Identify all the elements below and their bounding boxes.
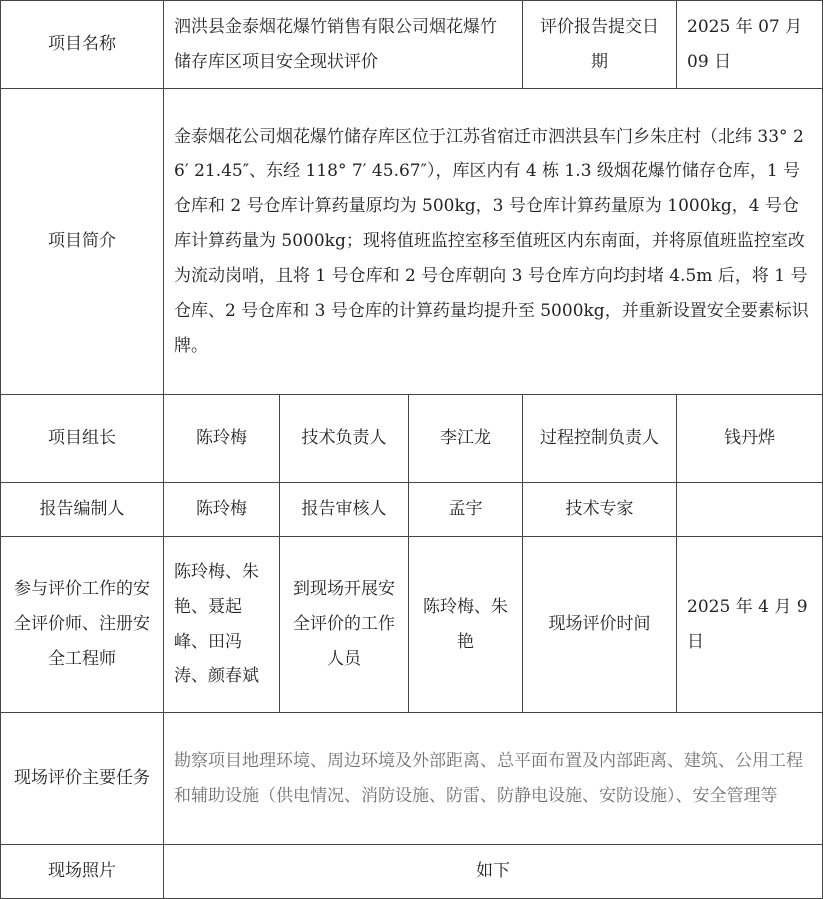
project-name-value: 泗洪县金泰烟花爆竹销售有限公司烟花爆竹储存库区项目安全现状评价 (164, 1, 523, 89)
onsite-photos-label: 现场照片 (1, 845, 164, 899)
report-date-label: 评价报告提交日期 (523, 1, 677, 89)
project-intro-label: 项目简介 (1, 89, 164, 395)
tech-expert-value (677, 483, 823, 537)
onsite-photos-value: 如下 (164, 845, 823, 899)
row-project-intro (1, 89, 823, 395)
process-control-label: 过程控制负责人 (523, 395, 677, 483)
project-name-label: 项目名称 (1, 1, 164, 89)
onsite-tasks-label: 现场评价主要任务 (1, 713, 164, 845)
row-project-leader (1, 395, 823, 483)
project-leader-value: 陈玲梅 (164, 395, 280, 483)
report-reviewer-label: 报告审核人 (280, 483, 409, 537)
report-reviewer-value: 孟宇 (409, 483, 523, 537)
onsite-time-value: 2025 年 4 月 9 日 (677, 537, 823, 713)
report-author-label: 报告编制人 (1, 483, 164, 537)
participants-value: 陈玲梅、朱艳、聂起峰、田冯涛、颜春斌 (164, 537, 280, 713)
process-control-value: 钱丹烨 (677, 395, 823, 483)
row-onsite-photos (1, 845, 823, 899)
tech-expert-label: 技术专家 (523, 483, 677, 537)
project-intro-text: 金泰烟花公司烟花爆竹储存库区位于江苏省宿迁市泗洪县车门乡朱庄村（北纬 33° 26′ 21.45″、东经 118° 7′ 45.67″），库区内有 4 栋 1.3 级烟花爆竹储存仓库，1 号仓库和 2 号仓库计算药量原均为 500kg，3 号仓库计算药量原为 1000kg，4 号仓库计算药量为 5000kg；现将值班监控室移至值班区内东南面，并将原值班监控室改为流动岗哨，且将 1 号仓库和 2 号仓库朝向 3 号仓库方向均封堵 4.5m 后，将 1 号仓库、2 号仓库和 3 号仓库的计算药量均提升至 5000kg，并重新设置安全要素标识牌。 (164, 89, 823, 395)
tech-lead-value: 李江龙 (409, 395, 523, 483)
onsite-staff-label: 到现场开展安全评价的工作人员 (280, 537, 409, 713)
row-project-name (1, 1, 823, 89)
project-leader-label: 项目组长 (1, 395, 164, 483)
onsite-time-label: 现场评价时间 (523, 537, 677, 713)
row-report-author (1, 483, 823, 537)
tech-lead-label: 技术负责人 (280, 395, 409, 483)
onsite-staff-value: 陈玲梅、朱艳 (409, 537, 523, 713)
row-participants (1, 537, 823, 713)
onsite-tasks-text: 勘察项目地理环境、周边环境及外部距离、总平面布置及内部距离、建筑、公用工程和辅助设施（供电情况、消防设施、防雷、防静电设施、安防设施）、安全管理等 (164, 713, 823, 845)
report-author-value: 陈玲梅 (164, 483, 280, 537)
participants-label: 参与评价工作的安全评价师、注册安全工程师 (1, 537, 164, 713)
report-date-value: 2025 年 07 月 09 日 (677, 1, 823, 89)
row-onsite-tasks (1, 713, 823, 845)
